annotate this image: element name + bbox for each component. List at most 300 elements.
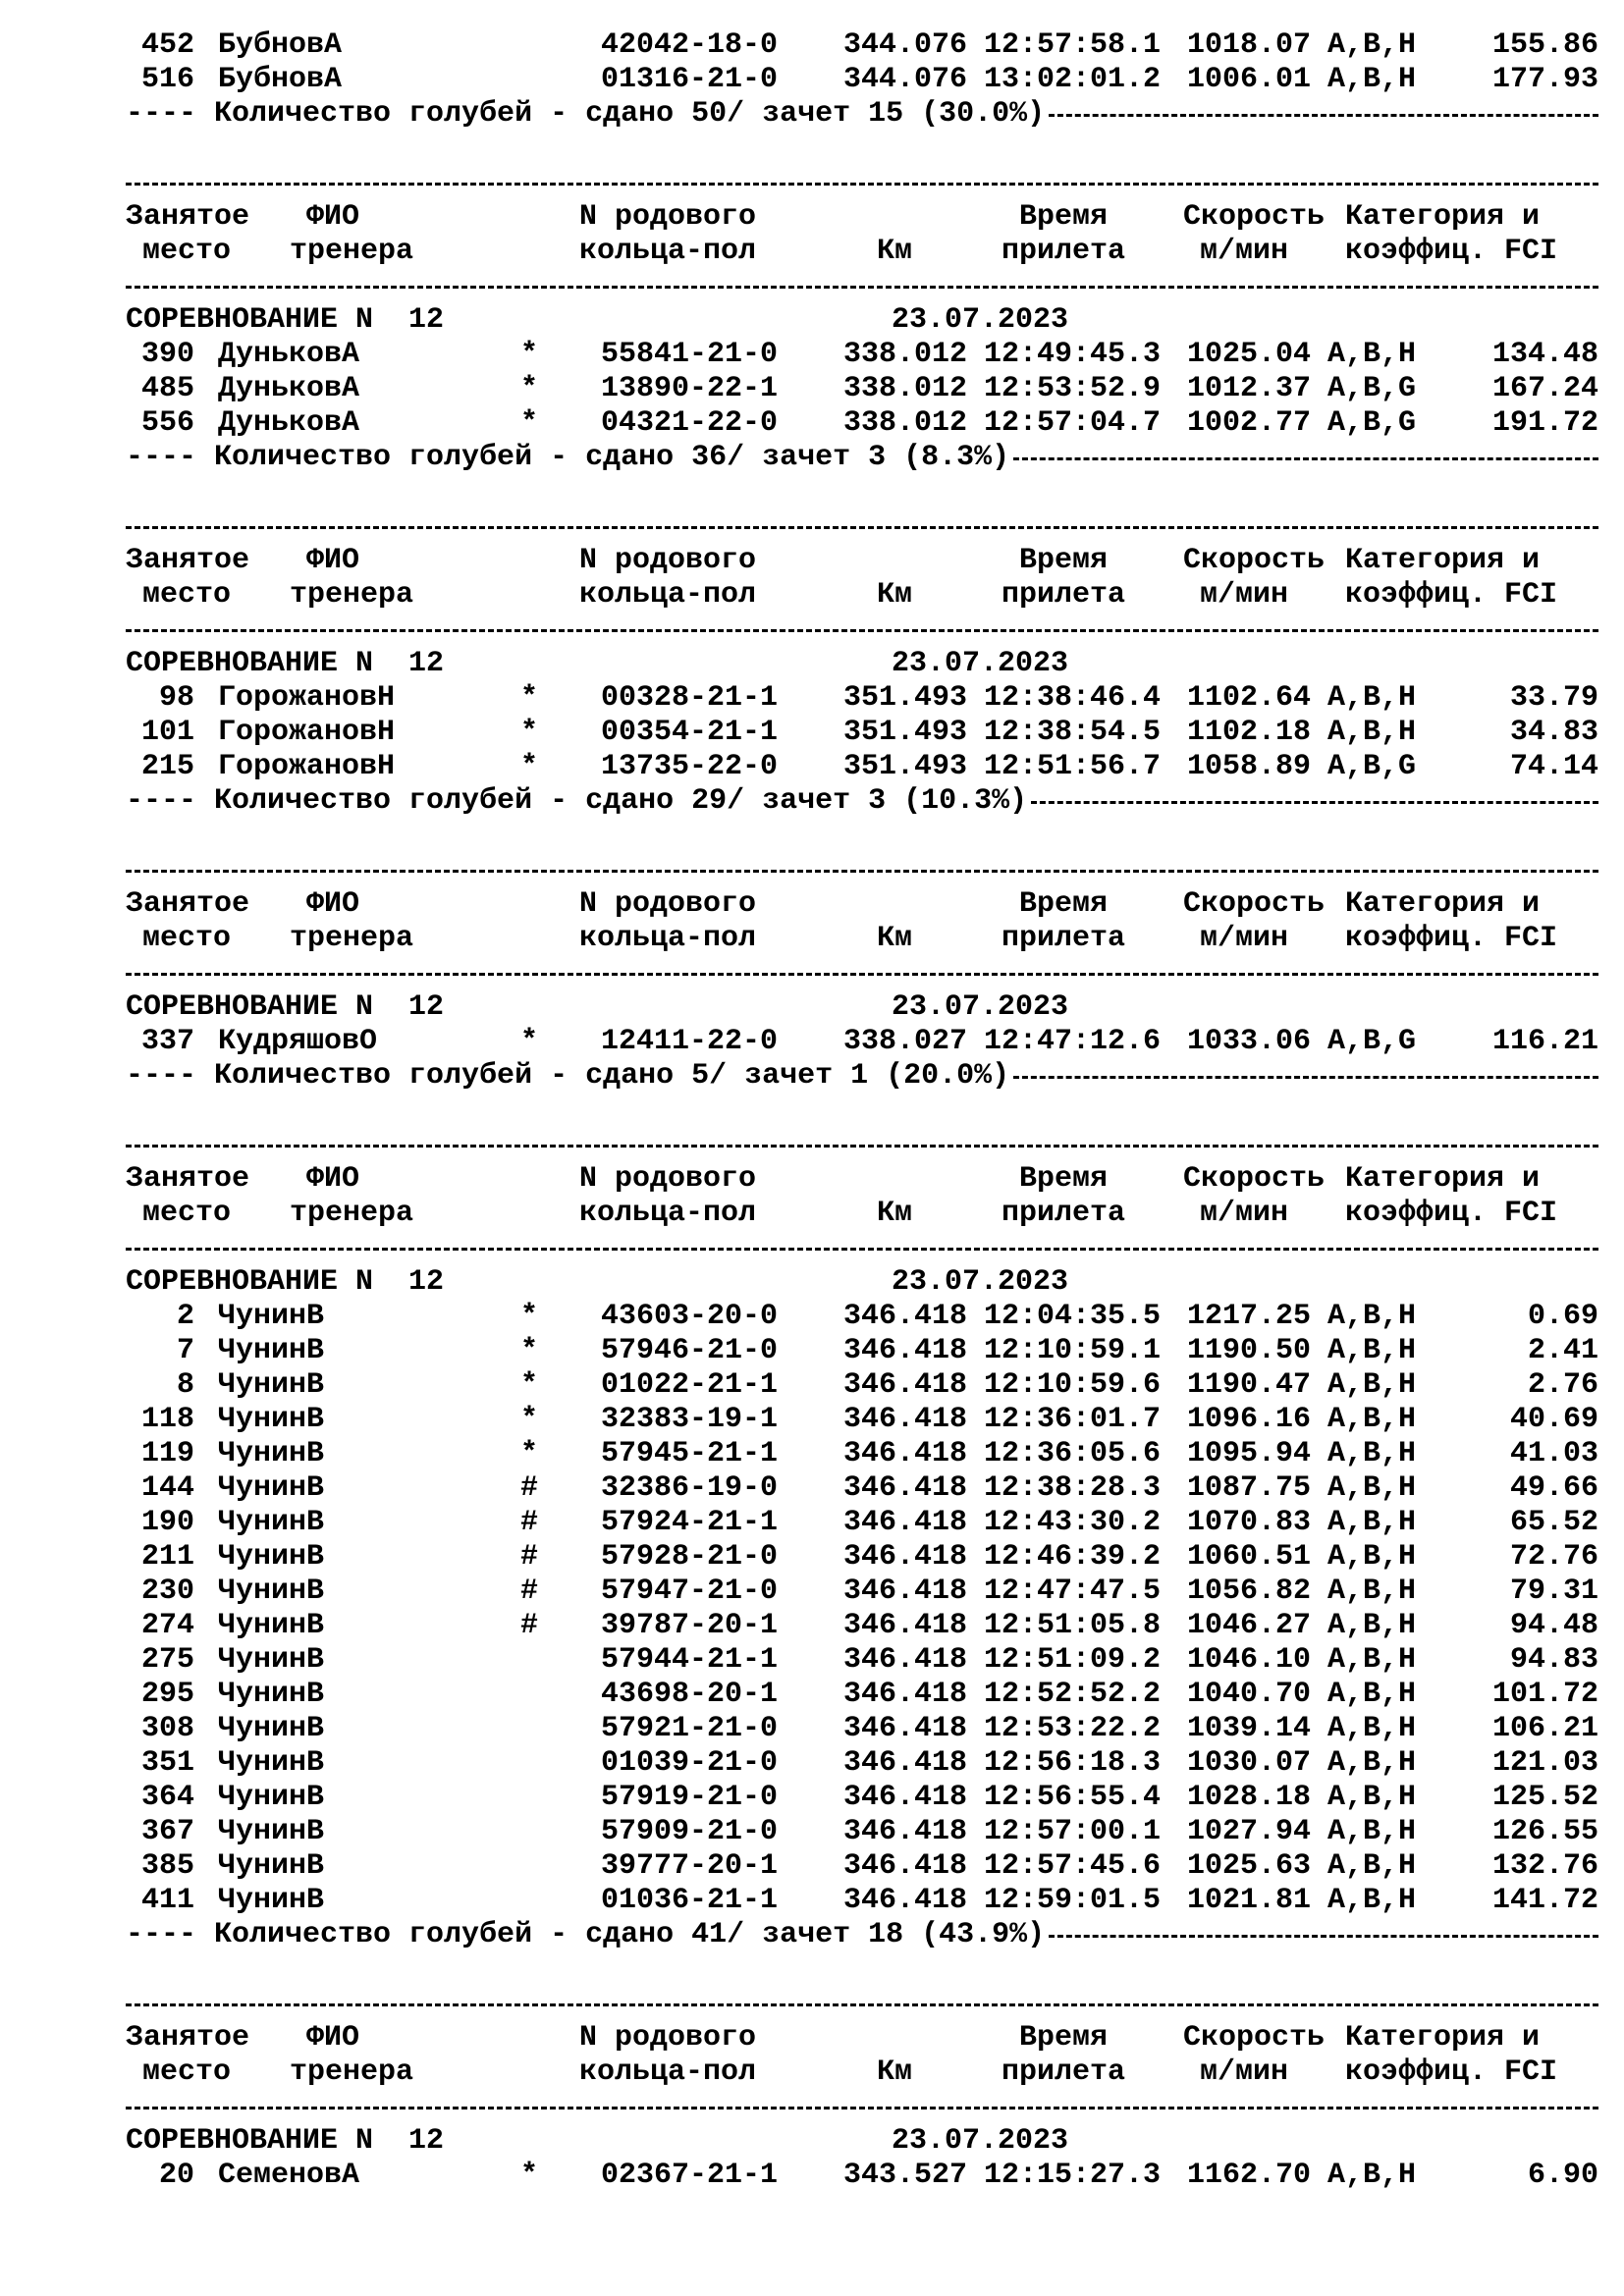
summary-text: ---- Количество голубей - сдано 41/ зачет 18 (43.9%) (126, 1918, 1046, 1951)
place-cell: 211 (140, 1540, 194, 1574)
trainer-name: ЧунинВ (218, 1746, 325, 1780)
col-place-heading: Занятое (126, 544, 250, 577)
fci-coef: 0.69 (1527, 1300, 1598, 1333)
competition-date: 23.07.2023 (892, 990, 1069, 1024)
col-time-subheading: прилета (1001, 1197, 1126, 1230)
distance-km: 344.076 (842, 28, 967, 62)
ring-number: 00354-21-1 (601, 716, 779, 749)
result-row (0, 1402, 1624, 1437)
trainer-name: СеменовА (218, 2159, 360, 2192)
ring-number: 57945-21-1 (601, 1437, 779, 1470)
header-row-1 (0, 543, 1624, 578)
category: A,B,H (1327, 1746, 1417, 1780)
category: A,B,H (1327, 1849, 1417, 1883)
arrival-time: 12:51:09.2 (984, 1643, 1162, 1677)
trainer-name: ЧунинВ (218, 1643, 325, 1677)
ring-number: 32386-19-0 (601, 1471, 779, 1505)
fci-coef: 2.41 (1527, 1334, 1598, 1367)
fci-coef: 116.21 (1491, 1025, 1598, 1058)
speed-value: 1025.04 (1186, 338, 1311, 371)
competition-date: 23.07.2023 (892, 647, 1069, 680)
col-place-subheading: место (142, 1197, 232, 1230)
place-cell: 20 (158, 2159, 194, 2192)
arrival-time: 12:38:28.3 (984, 1471, 1162, 1505)
result-row (0, 1608, 1624, 1643)
arrival-time: 12:57:45.6 (984, 1849, 1162, 1883)
col-place-subheading: место (142, 235, 232, 268)
arrival-time: 12:49:45.3 (984, 338, 1162, 371)
arrival-time: 12:36:05.6 (984, 1437, 1162, 1470)
header-top-divider (126, 870, 1598, 873)
speed-value: 1040.70 (1186, 1678, 1311, 1711)
col-place-subheading: место (142, 922, 232, 955)
fci-coef: 33.79 (1509, 681, 1598, 715)
competition-line (0, 2123, 1624, 2159)
fci-coef: 2.76 (1527, 1368, 1598, 1402)
category: A,B,G (1327, 372, 1417, 405)
distance-km: 344.076 (842, 63, 967, 96)
summary-text: ---- Количество голубей - сдано 29/ зачет 3 (10.3%) (126, 784, 1028, 818)
fci-coef: 121.03 (1491, 1746, 1598, 1780)
mark-cell: # (520, 1609, 539, 1642)
competition-line (0, 646, 1624, 681)
fci-coef: 41.03 (1509, 1437, 1598, 1470)
col-km-heading: Км (877, 2056, 913, 2089)
ring-number: 13735-22-0 (601, 750, 779, 783)
category: A,B,H (1327, 1471, 1417, 1505)
trainer-name: КудряшовО (218, 1025, 378, 1058)
ring-number: 01039-21-0 (601, 1746, 779, 1780)
category: A,B,H (1327, 1368, 1417, 1402)
fci-coef: 72.76 (1509, 1540, 1598, 1574)
place-cell: 337 (140, 1025, 194, 1058)
fci-coef: 79.31 (1509, 1575, 1598, 1608)
header-bottom-divider (126, 973, 1598, 976)
competition-title: СОРЕВНОВАНИЕ N 12 (126, 990, 445, 1024)
col-km-heading: Км (877, 235, 913, 268)
fci-coef: 65.52 (1509, 1506, 1598, 1539)
fci-coef: 141.72 (1491, 1884, 1598, 1917)
header-bottom-divider (126, 629, 1598, 632)
header-top-divider (126, 1145, 1598, 1148)
col-time-subheading: прилета (1001, 235, 1126, 268)
ring-number: 02367-21-1 (601, 2159, 779, 2192)
arrival-time: 12:10:59.1 (984, 1334, 1162, 1367)
col-km-heading: Км (877, 922, 913, 955)
header-row-1 (0, 886, 1624, 922)
speed-value: 1033.06 (1186, 1025, 1311, 1058)
ring-number: 57946-21-0 (601, 1334, 779, 1367)
result-row (0, 1470, 1624, 1506)
distance-km: 346.418 (842, 1746, 967, 1780)
ring-number: 57944-21-1 (601, 1643, 779, 1677)
arrival-time: 12:38:54.5 (984, 716, 1162, 749)
arrival-time: 12:38:46.4 (984, 681, 1162, 715)
trainer-name: БубновА (218, 63, 343, 96)
distance-km: 346.418 (842, 1368, 967, 1402)
place-cell: 295 (140, 1678, 194, 1711)
category: A,B,G (1327, 750, 1417, 783)
arrival-time: 12:04:35.5 (984, 1300, 1162, 1333)
col-name-heading: ФИО (306, 887, 360, 921)
ring-number: 01316-21-0 (601, 63, 779, 96)
mark-cell: * (520, 1300, 539, 1333)
distance-km: 346.418 (842, 1678, 967, 1711)
result-row (0, 1745, 1624, 1781)
ring-number: 57947-21-0 (601, 1575, 779, 1608)
distance-km: 338.012 (842, 338, 967, 371)
competition-date: 23.07.2023 (892, 2124, 1069, 2158)
result-row (0, 1642, 1624, 1678)
col-speed-heading: Скорость (1183, 887, 1326, 921)
category: A,B,H (1327, 1884, 1417, 1917)
arrival-time: 12:53:52.9 (984, 372, 1162, 405)
place-cell: 118 (140, 1403, 194, 1436)
distance-km: 351.493 (842, 681, 967, 715)
ring-number: 57921-21-0 (601, 1712, 779, 1745)
ring-number: 01036-21-1 (601, 1884, 779, 1917)
speed-value: 1002.77 (1186, 406, 1311, 440)
ring-number: 57919-21-0 (601, 1781, 779, 1814)
col-ring-subheading: кольца-пол (579, 578, 757, 612)
distance-km: 351.493 (842, 750, 967, 783)
trainer-name: ЧунинВ (218, 1540, 325, 1574)
col-name-heading: ФИО (306, 200, 360, 234)
arrival-time: 12:57:58.1 (984, 28, 1162, 62)
mark-cell: * (520, 338, 539, 371)
category: A,B,G (1327, 406, 1417, 440)
result-row (0, 405, 1624, 441)
col-ring-heading: N родового (579, 544, 757, 577)
category: A,B,H (1327, 63, 1417, 96)
result-row (0, 1333, 1624, 1368)
speed-value: 1190.50 (1186, 1334, 1311, 1367)
trainer-name: ЧунинВ (218, 1506, 325, 1539)
summary-dash-fill (1013, 457, 1598, 460)
distance-km: 338.027 (842, 1025, 967, 1058)
category: A,B,H (1327, 1300, 1417, 1333)
distance-km: 346.418 (842, 1575, 967, 1608)
ring-number: 01022-21-1 (601, 1368, 779, 1402)
distance-km: 346.418 (842, 1815, 967, 1848)
place-cell: 485 (140, 372, 194, 405)
category: A,B,H (1327, 1540, 1417, 1574)
place-cell: 230 (140, 1575, 194, 1608)
arrival-time: 12:51:56.7 (984, 750, 1162, 783)
mark-cell: * (520, 1334, 539, 1367)
fci-coef: 94.83 (1509, 1643, 1598, 1677)
result-row (0, 1539, 1624, 1575)
category: A,B,H (1327, 1678, 1417, 1711)
fci-coef: 155.86 (1491, 28, 1598, 62)
col-speed-subheading: м/мин (1200, 922, 1289, 955)
fci-coef: 101.72 (1491, 1678, 1598, 1711)
header-row-2 (0, 234, 1624, 269)
ring-number: 04321-22-0 (601, 406, 779, 440)
place-cell: 275 (140, 1643, 194, 1677)
place-cell: 190 (140, 1506, 194, 1539)
speed-value: 1096.16 (1186, 1403, 1311, 1436)
distance-km: 346.418 (842, 1334, 967, 1367)
distance-km: 346.418 (842, 1712, 967, 1745)
mark-cell: * (520, 681, 539, 715)
category: A,B,H (1327, 1815, 1417, 1848)
mark-cell: * (520, 716, 539, 749)
header-row-2 (0, 2055, 1624, 2090)
speed-value: 1058.89 (1186, 750, 1311, 783)
col-name-heading: ФИО (306, 2021, 360, 2055)
fci-coef: 125.52 (1491, 1781, 1598, 1814)
speed-value: 1162.70 (1186, 2159, 1311, 2192)
summary-text: ---- Количество голубей - сдано 5/ зачет 1 (20.0%) (126, 1059, 1010, 1093)
place-cell: 274 (140, 1609, 194, 1642)
fci-coef: 134.48 (1491, 338, 1598, 371)
mark-cell: * (520, 372, 539, 405)
col-speed-subheading: м/мин (1200, 1197, 1289, 1230)
header-row-2 (0, 577, 1624, 613)
speed-value: 1030.07 (1186, 1746, 1311, 1780)
col-place-heading: Занятое (126, 887, 250, 921)
col-category-heading: Категория и (1345, 544, 1541, 577)
col-name-subheading: тренера (290, 2056, 414, 2089)
col-name-subheading: тренера (290, 235, 414, 268)
competition-title: СОРЕВНОВАНИЕ N 12 (126, 2124, 445, 2158)
arrival-time: 12:52:52.2 (984, 1678, 1162, 1711)
trainer-name: ЧунинВ (218, 1712, 325, 1745)
place-cell: 7 (176, 1334, 194, 1367)
ring-number: 13890-22-1 (601, 372, 779, 405)
place-cell: 308 (140, 1712, 194, 1745)
distance-km: 346.418 (842, 1884, 967, 1917)
speed-value: 1046.10 (1186, 1643, 1311, 1677)
place-cell: 556 (140, 406, 194, 440)
category: A,B,H (1327, 1334, 1417, 1367)
speed-value: 1070.83 (1186, 1506, 1311, 1539)
summary-text: ---- Количество голубей - сдано 36/ зачет 3 (8.3%) (126, 441, 1010, 474)
col-name-heading: ФИО (306, 1162, 360, 1196)
col-time-heading: Время (1019, 1162, 1109, 1196)
col-category-subheading: коэффиц. FCI (1345, 1197, 1558, 1230)
category: A,B,G (1327, 1025, 1417, 1058)
col-category-subheading: коэффиц. FCI (1345, 2056, 1558, 2089)
fci-coef: 167.24 (1491, 372, 1598, 405)
mark-cell: * (520, 1437, 539, 1470)
result-row (0, 2158, 1624, 2193)
result-row (0, 1436, 1624, 1471)
trainer-name: ЧунинВ (218, 1300, 325, 1333)
competition-title: СОРЕВНОВАНИЕ N 12 (126, 1265, 445, 1299)
fci-coef: 74.14 (1509, 750, 1598, 783)
arrival-time: 12:56:55.4 (984, 1781, 1162, 1814)
col-category-heading: Категория и (1345, 887, 1541, 921)
place-cell: 98 (158, 681, 194, 715)
place-cell: 390 (140, 338, 194, 371)
speed-value: 1018.07 (1186, 28, 1311, 62)
category: A,B,H (1327, 1403, 1417, 1436)
arrival-time: 13:02:01.2 (984, 63, 1162, 96)
ring-number: 57924-21-1 (601, 1506, 779, 1539)
col-name-heading: ФИО (306, 544, 360, 577)
fci-coef: 49.66 (1509, 1471, 1598, 1505)
col-ring-subheading: кольца-пол (579, 2056, 757, 2089)
mark-cell: * (520, 1403, 539, 1436)
competition-line (0, 1264, 1624, 1300)
mark-cell: * (520, 1025, 539, 1058)
category: A,B,H (1327, 1437, 1417, 1470)
place-cell: 8 (176, 1368, 194, 1402)
competition-title: СОРЕВНОВАНИЕ N 12 (126, 303, 445, 337)
ring-number: 55841-21-0 (601, 338, 779, 371)
trainer-name: ЧунинВ (218, 1403, 325, 1436)
fci-coef: 126.55 (1491, 1815, 1598, 1848)
trainer-name: ГорожановН (218, 716, 396, 749)
summary-text: ---- Количество голубей - сдано 50/ зачет 15 (30.0%) (126, 97, 1046, 131)
section-summary (0, 783, 1624, 819)
arrival-time: 12:36:01.7 (984, 1403, 1162, 1436)
col-place-heading: Занятое (126, 200, 250, 234)
arrival-time: 12:59:01.5 (984, 1884, 1162, 1917)
arrival-time: 12:53:22.2 (984, 1712, 1162, 1745)
trainer-name: ЧунинВ (218, 1815, 325, 1848)
distance-km: 343.527 (842, 2159, 967, 2192)
speed-value: 1021.81 (1186, 1884, 1311, 1917)
col-time-heading: Время (1019, 2021, 1109, 2055)
speed-value: 1046.27 (1186, 1609, 1311, 1642)
section-summary (0, 440, 1624, 475)
distance-km: 346.418 (842, 1643, 967, 1677)
competition-date: 23.07.2023 (892, 303, 1069, 337)
arrival-time: 12:46:39.2 (984, 1540, 1162, 1574)
result-row (0, 371, 1624, 406)
distance-km: 346.418 (842, 1506, 967, 1539)
category: A,B,H (1327, 1575, 1417, 1608)
col-name-subheading: тренера (290, 578, 414, 612)
category: A,B,H (1327, 2159, 1417, 2192)
col-name-subheading: тренера (290, 1197, 414, 1230)
col-place-heading: Занятое (126, 1162, 250, 1196)
header-bottom-divider (126, 2107, 1598, 2109)
mark-cell: * (520, 2159, 539, 2192)
ring-number: 39787-20-1 (601, 1609, 779, 1642)
header-row-2 (0, 921, 1624, 956)
col-ring-subheading: кольца-пол (579, 922, 757, 955)
result-row (0, 27, 1624, 63)
col-speed-heading: Скорость (1183, 200, 1326, 234)
category: A,B,H (1327, 338, 1417, 371)
arrival-time: 12:51:05.8 (984, 1609, 1162, 1642)
distance-km: 346.418 (842, 1403, 967, 1436)
ring-number: 42042-18-0 (601, 28, 779, 62)
place-cell: 215 (140, 750, 194, 783)
ring-number: 43698-20-1 (601, 1678, 779, 1711)
trainer-name: ДуньковА (218, 338, 360, 371)
summary-dash-fill (1013, 1076, 1598, 1079)
trainer-name: ЧунинВ (218, 1678, 325, 1711)
fci-coef: 106.21 (1491, 1712, 1598, 1745)
distance-km: 346.418 (842, 1609, 967, 1642)
distance-km: 338.012 (842, 406, 967, 440)
col-category-subheading: коэффиц. FCI (1345, 578, 1558, 612)
summary-dash-fill (1049, 1935, 1598, 1938)
col-category-heading: Категория и (1345, 200, 1541, 234)
distance-km: 351.493 (842, 716, 967, 749)
header-top-divider (126, 526, 1598, 529)
speed-value: 1102.18 (1186, 716, 1311, 749)
col-place-subheading: место (142, 578, 232, 612)
fci-coef: 177.93 (1491, 63, 1598, 96)
arrival-time: 12:57:00.1 (984, 1815, 1162, 1848)
ring-number: 39777-20-1 (601, 1849, 779, 1883)
trainer-name: БубновА (218, 28, 343, 62)
arrival-time: 12:47:47.5 (984, 1575, 1162, 1608)
speed-value: 1095.94 (1186, 1437, 1311, 1470)
ring-number: 32383-19-1 (601, 1403, 779, 1436)
category: A,B,H (1327, 28, 1417, 62)
mark-cell: # (520, 1575, 539, 1608)
col-speed-heading: Скорость (1183, 2021, 1326, 2055)
col-category-heading: Категория и (1345, 1162, 1541, 1196)
result-row (0, 1367, 1624, 1403)
col-ring-subheading: кольца-пол (579, 1197, 757, 1230)
trainer-name: ЧунинВ (218, 1781, 325, 1814)
col-time-heading: Время (1019, 544, 1109, 577)
mark-cell: # (520, 1471, 539, 1505)
result-row (0, 1848, 1624, 1884)
result-row (0, 1780, 1624, 1815)
result-row (0, 337, 1624, 372)
place-cell: 144 (140, 1471, 194, 1505)
ring-number: 43603-20-0 (601, 1300, 779, 1333)
place-cell: 364 (140, 1781, 194, 1814)
ring-number: 57909-21-0 (601, 1815, 779, 1848)
result-row (0, 1505, 1624, 1540)
category: A,B,H (1327, 1506, 1417, 1539)
result-row (0, 1677, 1624, 1712)
trainer-name: ЧунинВ (218, 1334, 325, 1367)
section-summary (0, 1917, 1624, 1952)
section-summary (0, 96, 1624, 132)
place-cell: 2 (176, 1300, 194, 1333)
speed-value: 1056.82 (1186, 1575, 1311, 1608)
col-speed-heading: Скорость (1183, 544, 1326, 577)
distance-km: 346.418 (842, 1540, 967, 1574)
fci-coef: 191.72 (1491, 406, 1598, 440)
col-category-subheading: коэффиц. FCI (1345, 235, 1558, 268)
result-row (0, 1814, 1624, 1849)
ring-number: 00328-21-1 (601, 681, 779, 715)
speed-value: 1006.01 (1186, 63, 1311, 96)
trainer-name: ГорожановН (218, 750, 396, 783)
place-cell: 516 (140, 63, 194, 96)
mark-cell: * (520, 1368, 539, 1402)
distance-km: 346.418 (842, 1781, 967, 1814)
col-ring-heading: N родового (579, 200, 757, 234)
speed-value: 1190.47 (1186, 1368, 1311, 1402)
result-row (0, 1574, 1624, 1609)
col-ring-subheading: кольца-пол (579, 235, 757, 268)
trainer-name: ЧунинВ (218, 1609, 325, 1642)
place-cell: 411 (140, 1884, 194, 1917)
place-cell: 101 (140, 716, 194, 749)
fci-coef: 94.48 (1509, 1609, 1598, 1642)
distance-km: 346.418 (842, 1849, 967, 1883)
trainer-name: ЧунинВ (218, 1471, 325, 1505)
col-speed-subheading: м/мин (1200, 235, 1289, 268)
speed-value: 1102.64 (1186, 681, 1311, 715)
mark-cell: * (520, 406, 539, 440)
col-time-subheading: прилета (1001, 578, 1126, 612)
distance-km: 346.418 (842, 1300, 967, 1333)
